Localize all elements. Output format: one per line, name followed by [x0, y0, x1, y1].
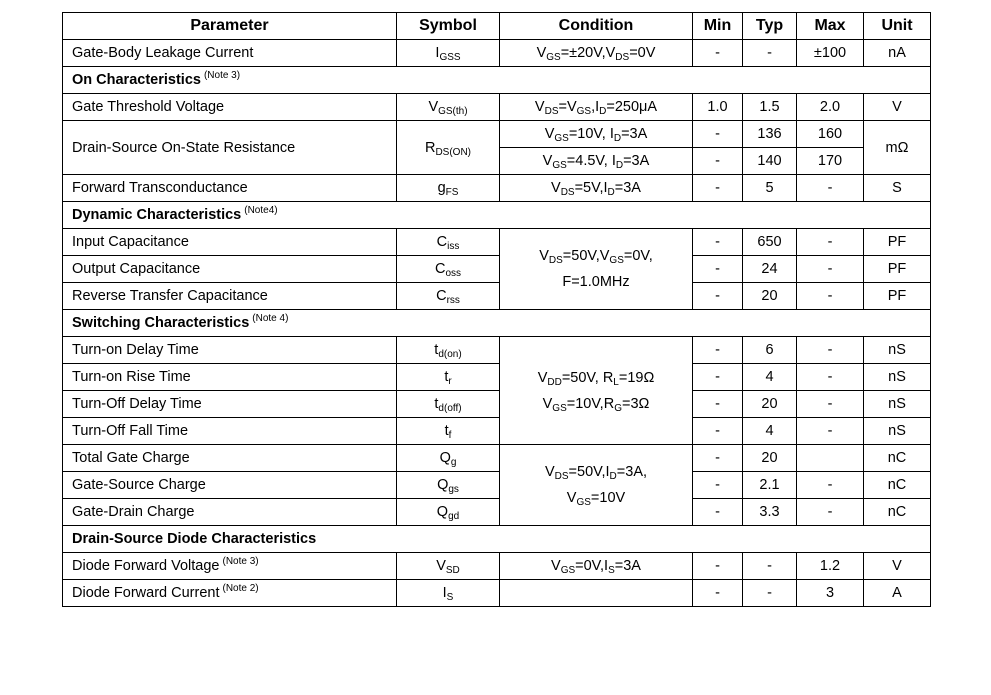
symbol-cell: $g_{FS}$ [397, 175, 500, 202]
max-cell: - [797, 499, 864, 526]
table-row [63, 553, 931, 580]
typ-cell: - [743, 553, 797, 580]
section-row [63, 310, 931, 337]
max-cell: - [797, 364, 864, 391]
symbol-cell: $t_f$ [397, 418, 500, 445]
min-cell: 1.0 [693, 94, 743, 121]
typ-cell: 3.3 [743, 499, 797, 526]
max-cell: - [797, 391, 864, 418]
typ-cell: - [743, 580, 797, 607]
typ-cell: 20 [743, 391, 797, 418]
table-row [63, 337, 931, 364]
param-cell: Diode Forward Voltage $^{(Note 3)}$ [63, 553, 397, 580]
condition-cell: $V_{GS}=4.5V$, $I_D=3A$ [500, 148, 693, 175]
max-cell: - [797, 229, 864, 256]
condition-cell: $V_{GS}=\pm 20V,V_{DS}=0V$ [500, 40, 693, 67]
condition-cell: $V_{DS}=50V,V_{GS}=0V$, F=1.0MHz [500, 229, 693, 310]
max-cell: 3 [797, 580, 864, 607]
unit-cell: PF [864, 229, 931, 256]
condition-cell: $V_{GS}=10V$, $I_D=3A$ [500, 121, 693, 148]
param-cell: Gate-Drain Charge [63, 499, 397, 526]
header-max: Max [797, 13, 864, 40]
typ-cell: 2.1 [743, 472, 797, 499]
max-cell: 1.2 [797, 553, 864, 580]
min-cell: - [693, 229, 743, 256]
max-cell: - [797, 175, 864, 202]
max-cell: - [797, 418, 864, 445]
unit-cell: nA [864, 40, 931, 67]
max-cell: 170 [797, 148, 864, 175]
param-cell: Forward Transconductance [63, 175, 397, 202]
typ-cell: - [743, 40, 797, 67]
condition-cell [500, 580, 693, 607]
symbol-cell: $t_{d(on)}$ [397, 337, 500, 364]
section-row [63, 202, 931, 229]
symbol-cell: $I_S$ [397, 580, 500, 607]
typ-cell: 5 [743, 175, 797, 202]
typ-cell: 4 [743, 418, 797, 445]
min-cell: - [693, 256, 743, 283]
unit-cell: nS [864, 418, 931, 445]
table-row [63, 121, 931, 148]
unit-cell: PF [864, 283, 931, 310]
table-row [63, 499, 931, 526]
min-cell: - [693, 283, 743, 310]
min-cell: - [693, 175, 743, 202]
header-row [63, 13, 931, 40]
param-cell: Reverse Transfer Capacitance [63, 283, 397, 310]
unit-cell: nC [864, 445, 931, 472]
min-cell: - [693, 553, 743, 580]
section-dynamic-characteristics: Dynamic Characteristics $^{(Note4)}$ [63, 202, 931, 229]
unit-cell: S [864, 175, 931, 202]
electrical-characteristics-table [62, 12, 931, 607]
section-row [63, 526, 931, 553]
max-cell: 2.0 [797, 94, 864, 121]
param-cell: Input Capacitance [63, 229, 397, 256]
unit-cell: nS [864, 337, 931, 364]
min-cell: - [693, 121, 743, 148]
min-cell: - [693, 472, 743, 499]
section-on-characteristics: On Characteristics $^{(Note 3)}$ [63, 67, 931, 94]
min-cell: - [693, 40, 743, 67]
table-row [63, 175, 931, 202]
typ-cell: 20 [743, 445, 797, 472]
max-cell: ±100 [797, 40, 864, 67]
symbol-cell: $R_{DS(ON)}$ [397, 121, 500, 175]
typ-cell: 24 [743, 256, 797, 283]
max-cell: 160 [797, 121, 864, 148]
header-condition: Condition [500, 13, 693, 40]
unit-cell: V [864, 94, 931, 121]
min-cell: - [693, 391, 743, 418]
symbol-cell: $t_{d(off)}$ [397, 391, 500, 418]
table-row [63, 256, 931, 283]
unit-cell: nC [864, 472, 931, 499]
min-cell: - [693, 337, 743, 364]
table-row [63, 229, 931, 256]
unit-cell: mΩ [864, 121, 931, 175]
param-cell: Gate Threshold Voltage [63, 94, 397, 121]
min-cell: - [693, 580, 743, 607]
symbol-cell: $Q_{gs}$ [397, 472, 500, 499]
param-cell: Output Capacitance [63, 256, 397, 283]
header-parameter: Parameter [63, 13, 397, 40]
typ-cell: 4 [743, 364, 797, 391]
symbol-cell: $V_{SD}$ [397, 553, 500, 580]
table-row [63, 580, 931, 607]
header-min: Min [693, 13, 743, 40]
max-cell: - [797, 283, 864, 310]
max-cell [797, 445, 864, 472]
header-typ: Typ [743, 13, 797, 40]
param-cell: Gate-Source Charge [63, 472, 397, 499]
section-row [63, 67, 931, 94]
header-symbol: Symbol [397, 13, 500, 40]
typ-cell: 136 [743, 121, 797, 148]
unit-cell: PF [864, 256, 931, 283]
table-row [63, 472, 931, 499]
max-cell: - [797, 472, 864, 499]
param-cell: Turn-Off Fall Time [63, 418, 397, 445]
table-row [63, 283, 931, 310]
param-cell: Turn-Off Delay Time [63, 391, 397, 418]
typ-cell: 140 [743, 148, 797, 175]
typ-cell: 1.5 [743, 94, 797, 121]
symbol-cell: $Q_g$ [397, 445, 500, 472]
param-cell: Drain-Source On-State Resistance [63, 121, 397, 175]
symbol-cell: $C_{iss}$ [397, 229, 500, 256]
symbol-cell: $C_{oss}$ [397, 256, 500, 283]
condition-cell: $V_{DS}=V_{GS},I_D=250\mu A$ [500, 94, 693, 121]
unit-cell: A [864, 580, 931, 607]
symbol-cell: $V_{GS(th)}$ [397, 94, 500, 121]
section-diode-characteristics: Drain-Source Diode Characteristics [63, 526, 931, 553]
min-cell: - [693, 445, 743, 472]
table-row [63, 94, 931, 121]
table-row [63, 364, 931, 391]
min-cell: - [693, 364, 743, 391]
param-cell: Gate-Body Leakage Current [63, 40, 397, 67]
param-cell: Turn-on Delay Time [63, 337, 397, 364]
symbol-cell: $C_{rss}$ [397, 283, 500, 310]
table-row [63, 40, 931, 67]
condition-cell: $V_{DS}=5V,I_D=3A$ [500, 175, 693, 202]
section-switching-characteristics: Switching Characteristics $^{(Note 4)}$ [63, 310, 931, 337]
symbol-cell: $t_r$ [397, 364, 500, 391]
condition-cell: $V_{DS}=50V,I_D=3A$, $V_{GS}=10V$ [500, 445, 693, 526]
max-cell: - [797, 337, 864, 364]
condition-cell: $V_{DD}=50V$, $R_L=19\Omega$ $V_{GS}=10V,R_G=3\Omega$ [500, 337, 693, 445]
min-cell: - [693, 499, 743, 526]
condition-cell: $V_{GS}=0V,I_S=3A$ [500, 553, 693, 580]
param-cell: Total Gate Charge [63, 445, 397, 472]
typ-cell: 650 [743, 229, 797, 256]
typ-cell: 20 [743, 283, 797, 310]
symbol-cell: $Q_{gd}$ [397, 499, 500, 526]
unit-cell: V [864, 553, 931, 580]
min-cell: - [693, 148, 743, 175]
table-row [63, 418, 931, 445]
symbol-cell: $I_{GSS}$ [397, 40, 500, 67]
param-cell: Diode Forward Current $^{(Note 2)}$ [63, 580, 397, 607]
max-cell: - [797, 256, 864, 283]
header-unit: Unit [864, 13, 931, 40]
param-cell: Turn-on Rise Time [63, 364, 397, 391]
unit-cell: nS [864, 391, 931, 418]
unit-cell: nS [864, 364, 931, 391]
table-row [63, 445, 931, 472]
typ-cell: 6 [743, 337, 797, 364]
table-row [63, 391, 931, 418]
min-cell: - [693, 418, 743, 445]
unit-cell: nC [864, 499, 931, 526]
